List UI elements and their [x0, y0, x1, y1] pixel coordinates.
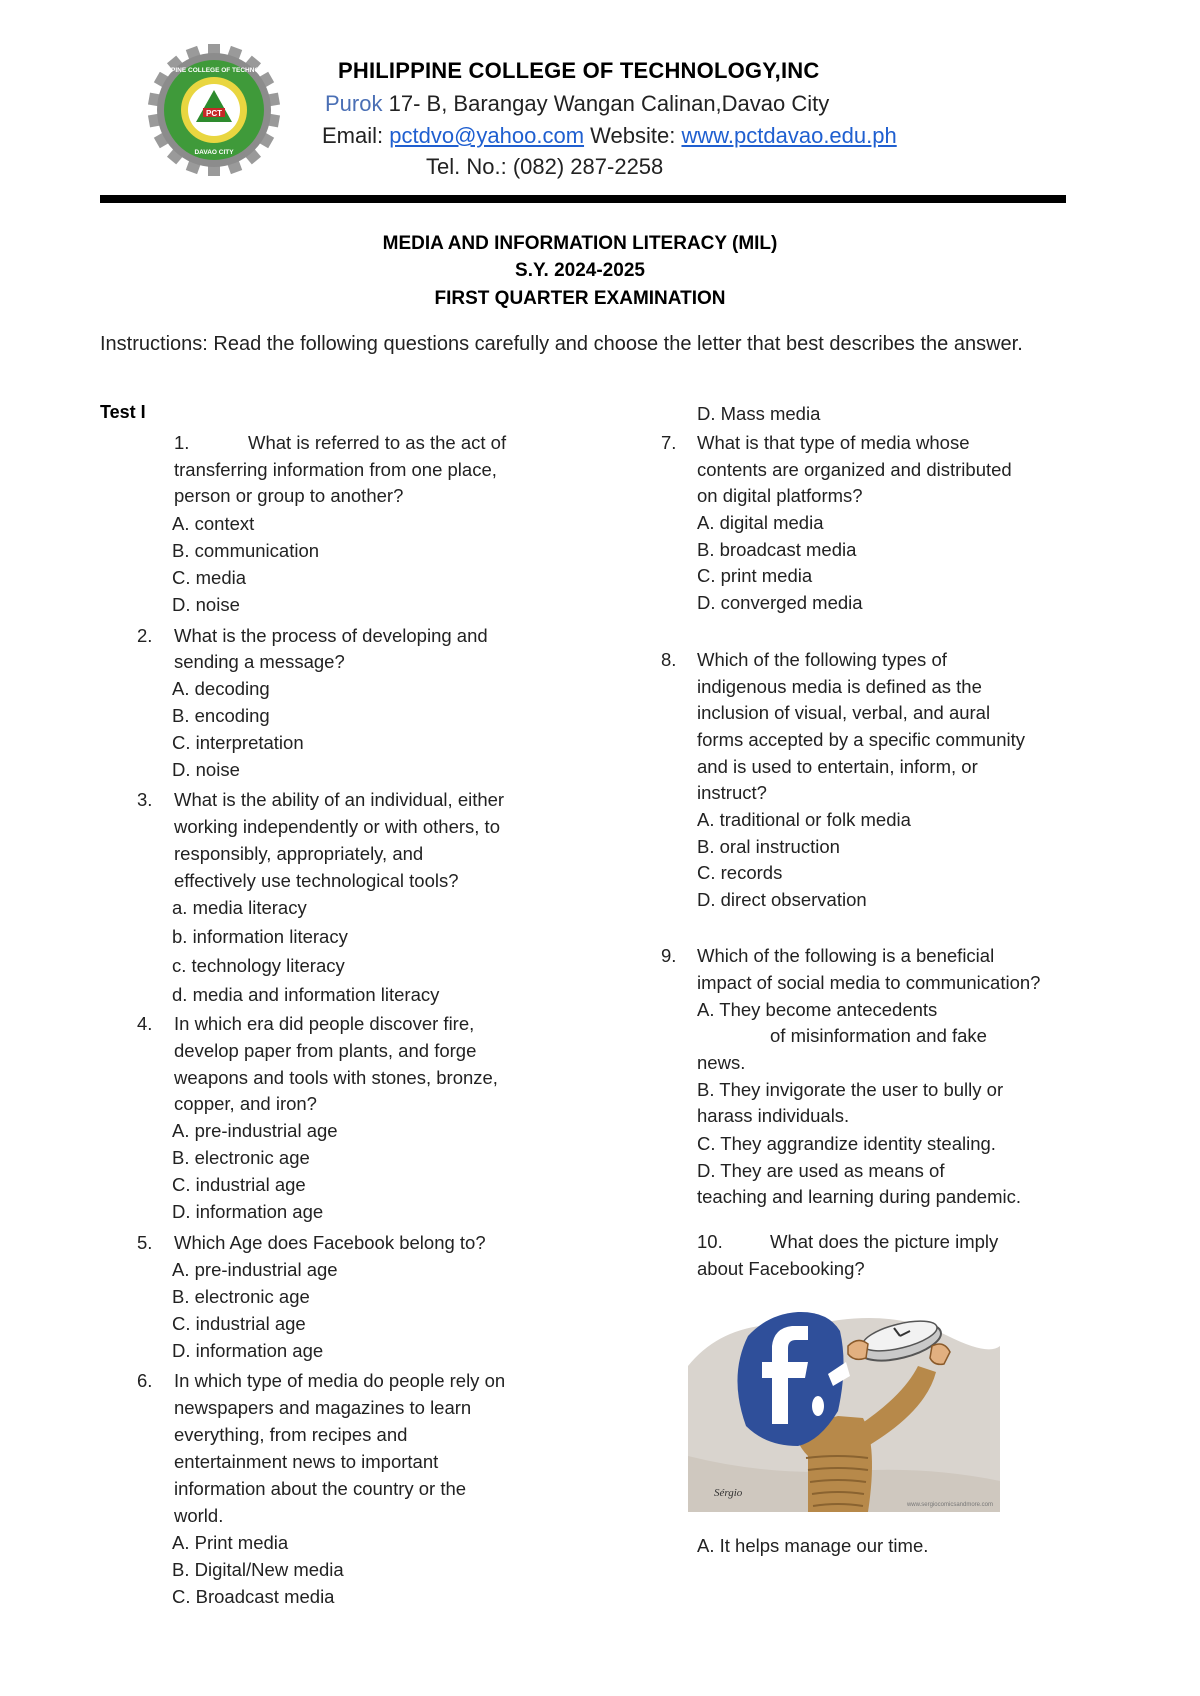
question-text: forms accepted by a specific community: [697, 729, 1025, 750]
question-text: instruct?: [697, 782, 767, 803]
answer-choice: of misinformation and fake: [770, 1025, 987, 1046]
school-address: [325, 91, 829, 117]
svg-text:Sérgio: Sérgio: [714, 1487, 743, 1499]
contact-line: [322, 123, 897, 149]
school-name: PHILIPPINE COLLEGE OF TECHNOLOGY,INC: [338, 58, 820, 83]
question-number: 5.: [137, 1232, 153, 1253]
question-number: 2.: [137, 625, 153, 646]
question-number: 9.: [661, 945, 677, 966]
svg-text:PHILIPPINE COLLEGE OF TECHNOLO: PHILIPPINE COLLEGE OF TECHNOLOGY: [150, 67, 278, 74]
answer-choice: harass individuals.: [697, 1105, 850, 1126]
answer-choice: c. technology literacy: [172, 955, 345, 976]
telephone-line: [426, 154, 663, 180]
answer-choice: C. media: [172, 567, 247, 588]
question-number: 8.: [661, 649, 677, 670]
answer-choice: B. electronic age: [172, 1147, 310, 1168]
answer-choice: B. oral instruction: [697, 836, 840, 857]
answer-choice: A. They become antecedents: [697, 999, 938, 1020]
question-text: and is used to entertain, inform, or: [697, 756, 978, 777]
answer-choice: C. They aggrandize identity stealing.: [697, 1133, 996, 1154]
question-text: develop paper from plants, and forge: [174, 1040, 477, 1061]
email-link[interactable]: pctdvo@yahoo.com: [389, 123, 585, 148]
question-text: person or group to another?: [174, 485, 404, 506]
question-number: 6.: [137, 1370, 153, 1391]
question-number: 3.: [137, 789, 153, 810]
address-purok: Purok: [325, 91, 383, 116]
email-label: Email:: [322, 123, 384, 148]
question-text: What is the ability of an individual, either: [174, 789, 505, 810]
question-text: responsibly, appropriately, and: [174, 843, 424, 864]
tel-label: Tel. No.:: [426, 154, 507, 179]
answer-choice: B. broadcast media: [697, 539, 857, 560]
answer-choice: C. industrial age: [172, 1313, 306, 1334]
question-text: What is that type of media whose: [697, 432, 970, 453]
answer-choice: news.: [697, 1052, 746, 1073]
college-logo: [140, 44, 288, 176]
question-text: indigenous media is defined as the: [697, 676, 982, 697]
answer-choice: b. information literacy: [172, 926, 348, 947]
question-text: copper, and iron?: [174, 1093, 317, 1114]
answer-choice: B. communication: [172, 540, 320, 561]
question-text: impact of social media to communication?: [697, 972, 1041, 993]
question-text: What does the picture imply: [770, 1231, 999, 1252]
facebook-cartoon-image: [688, 1306, 1000, 1512]
answer-choice: A. pre-industrial age: [172, 1259, 338, 1280]
question-text: Which of the following is a beneficial: [697, 945, 995, 966]
answer-choice: D. Mass media: [697, 403, 821, 424]
answer-choice: C. print media: [697, 565, 813, 586]
question-text: entertainment news to important: [174, 1451, 439, 1472]
question-number: 10.: [697, 1231, 723, 1252]
question-text: What is referred to as the act of: [248, 432, 507, 453]
answer-choice: A. pre-industrial age: [172, 1120, 338, 1141]
answer-choice: C. interpretation: [172, 732, 304, 753]
answer-choice: A. digital media: [697, 512, 824, 533]
website-link[interactable]: www.pctdavao.edu.ph: [681, 123, 897, 148]
answer-choice: A. traditional or folk media: [697, 809, 911, 830]
answer-choice: B. electronic age: [172, 1286, 310, 1307]
question-text: information about the country or the: [174, 1478, 467, 1499]
answer-choice: D. converged media: [697, 592, 863, 613]
svg-text:DAVAO CITY: DAVAO CITY: [194, 149, 234, 156]
test-label: Test I: [100, 402, 146, 422]
question-text: everything, from recipes and: [174, 1424, 408, 1445]
question-text: contents are organized and distributed: [697, 459, 1012, 480]
question-text: What is the process of developing and: [174, 625, 488, 646]
website-label: Website:: [590, 123, 676, 148]
question-text: inclusion of visual, verbal, and aural: [697, 702, 991, 723]
question-text: weapons and tools with stones, bronze,: [174, 1067, 498, 1088]
exam-instructions: Instructions: Read the following questions carefully and choose the letter that best describes the answer.: [100, 333, 1023, 355]
exam-school-year: S.Y. 2024-2025: [515, 260, 645, 281]
answer-choice: B. They invigorate the user to bully or: [697, 1079, 1004, 1100]
exam-quarter: FIRST QUARTER EXAMINATION: [434, 288, 726, 309]
question-text: Which of the following types of: [697, 649, 947, 670]
question-text: world.: [174, 1505, 224, 1526]
question-text: Which Age does Facebook belong to?: [174, 1232, 486, 1253]
svg-text:www.sergiocomicsandmore.com: www.sergiocomicsandmore.com: [906, 1502, 993, 1508]
answer-choice: A. decoding: [172, 678, 270, 699]
answer-choice: teaching and learning during pandemic.: [697, 1186, 1021, 1207]
answer-choice: B. Digital/New media: [172, 1559, 344, 1580]
question-text: working independently or with others, to: [174, 816, 500, 837]
answer-choice: C. industrial age: [172, 1174, 306, 1195]
answer-choice: A. Print media: [172, 1532, 289, 1553]
answer-choice: d. media and information literacy: [172, 984, 440, 1005]
answer-choice: D. information age: [172, 1201, 324, 1222]
answer-choice: C. records: [697, 862, 783, 883]
question-number: 1.: [174, 432, 190, 453]
answer-choice: B. encoding: [172, 705, 270, 726]
question-text: about Facebooking?: [697, 1258, 865, 1279]
tel-number: (082) 287-2258: [512, 154, 664, 179]
question-text: sending a message?: [174, 651, 345, 672]
address-rest: 17- B, Barangay Wangan Calinan,Davao City: [388, 91, 830, 116]
answer-choice: D. They are used as means of: [697, 1160, 945, 1181]
answer-choice: C. Broadcast media: [172, 1586, 335, 1607]
answer-choice: D. direct observation: [697, 889, 867, 910]
svg-text:PCT: PCT: [206, 109, 222, 118]
answer-choice: A. context: [172, 513, 255, 534]
answer-choice: D. noise: [172, 594, 240, 615]
answer-choice: A. It helps manage our time.: [697, 1535, 929, 1556]
answer-choice: D. information age: [172, 1340, 324, 1361]
question-text: effectively use technological tools?: [174, 870, 459, 891]
question-text: In which type of media do people rely on: [174, 1370, 506, 1391]
question-text: newspapers and magazines to learn: [174, 1397, 472, 1418]
question-number: 7.: [661, 432, 677, 453]
header-divider: [100, 195, 1066, 203]
answer-choice: a. media literacy: [172, 897, 307, 918]
question-text: transferring information from one place,: [174, 459, 497, 480]
question-number: 4.: [137, 1013, 153, 1034]
exam-subject: MEDIA AND INFORMATION LITERACY (MIL): [382, 233, 778, 254]
question-text: In which era did people discover fire,: [174, 1013, 475, 1034]
answer-choice: D. noise: [172, 759, 240, 780]
question-text: on digital platforms?: [697, 485, 863, 506]
